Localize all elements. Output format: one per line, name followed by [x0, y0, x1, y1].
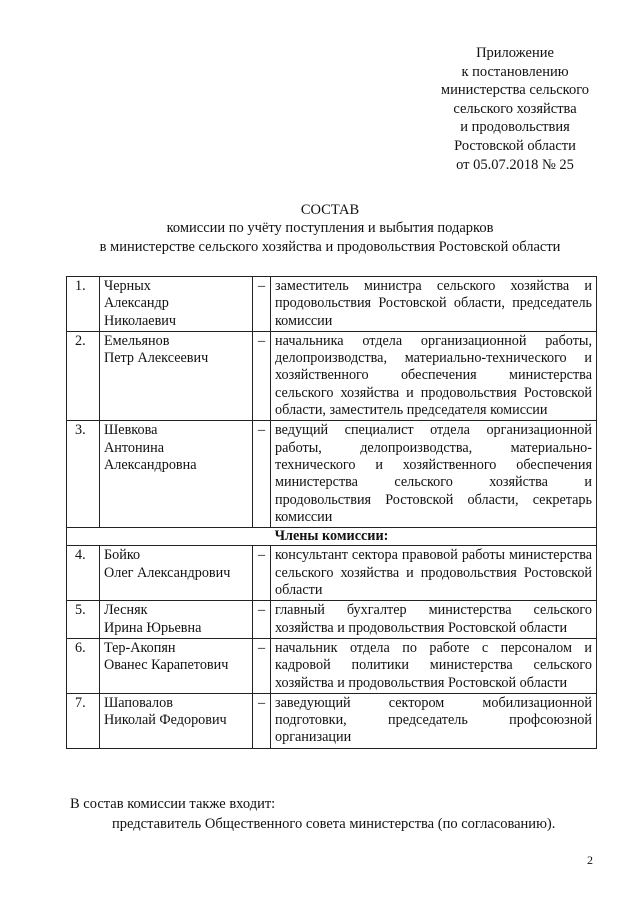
table-row: [67, 638, 597, 693]
member-name: Бойко Олег Александрович: [100, 546, 253, 601]
table-row: [67, 546, 597, 601]
row-number: 5.: [67, 601, 100, 639]
table-row: [67, 693, 597, 748]
dash: –: [253, 601, 271, 639]
table-row: [67, 421, 597, 528]
dash: –: [253, 277, 271, 332]
document-title: [60, 201, 600, 256]
member-name: Лесняк Ирина Юрьевна: [100, 601, 253, 639]
appendix-line: к постановлению: [461, 63, 569, 80]
appendix-block: [420, 44, 610, 174]
footer-item: представитель Общественного совета министерства (по согласованию).: [112, 816, 556, 832]
table-row: [67, 601, 597, 639]
title-heading: СОСТАВ: [300, 202, 360, 218]
member-position: ведущий специалист отдела организационной работы, делопроизводства, материально-технического и хозяйственного обеспечения министерства сельского хозяйства и продовольствия Ростовской области, секретарь комиссии: [271, 421, 597, 528]
member-name: Тер-Акопян Ованес Карапетович: [100, 638, 253, 693]
member-name: Шевкова Антонина Александровна: [100, 421, 253, 528]
title-line: в министерстве сельского хозяйства и продовольствия Ростовской области: [99, 238, 561, 255]
member-name: Емельянов Петр Алексеевич: [100, 331, 253, 420]
member-position: заведующий сектором мобилизационной подготовки, председатель профсоюзной организации: [271, 693, 597, 748]
member-position: консультант сектора правовой работы министерства сельского хозяйства и продовольствия Ростовской области: [271, 546, 597, 601]
dash: –: [253, 638, 271, 693]
page-number: 2: [587, 853, 593, 867]
members-heading: Члены комиссии:: [67, 528, 597, 546]
title-line: комиссии по учёту поступления и выбытия подарков: [166, 220, 494, 237]
footer-note: В состав комиссии также входит:: [70, 796, 276, 812]
member-name: Черных Александр Николаевич: [100, 277, 253, 332]
row-number: 2.: [67, 331, 100, 420]
row-number: 7.: [67, 693, 100, 748]
dash: –: [253, 421, 271, 528]
row-number: 3.: [67, 421, 100, 528]
member-position: заместитель министра сельского хозяйства и продовольствия Ростовской области, председатель комиссии: [271, 277, 597, 332]
appendix-line: от 05.07.2018 № 25: [456, 156, 574, 173]
member-position: главный бухгалтер министерства сельского хозяйства и продовольствия Ростовской области: [271, 601, 597, 639]
row-number: 6.: [67, 638, 100, 693]
dash: –: [253, 693, 271, 748]
member-name: Шаповалов Николай Федорович: [100, 693, 253, 748]
commission-table: [66, 276, 597, 749]
member-position: начальника отдела организационной работы, делопроизводства, материально-технического и хозяйственного обеспечения министерства сельского хозяйства и продовольствия Ростовской области, заместитель председателя комиссии: [271, 331, 597, 420]
row-number: 1.: [67, 277, 100, 332]
section-row: [67, 528, 597, 546]
appendix-line: Приложение: [476, 45, 554, 61]
dash: –: [253, 331, 271, 420]
row-number: 4.: [67, 546, 100, 601]
appendix-line: министерства сельского: [440, 82, 590, 99]
appendix-line: сельского хозяйства: [453, 100, 577, 117]
table-row: [67, 277, 597, 332]
appendix-line: и продовольствия: [460, 119, 570, 136]
appendix-line: Ростовской области: [454, 137, 576, 154]
member-position: начальник отдела по работе с персоналом и кадровой политики министерства сельского хозяйства и продовольствия Ростовской области: [271, 638, 597, 693]
table-row: [67, 331, 597, 420]
dash: –: [253, 546, 271, 601]
